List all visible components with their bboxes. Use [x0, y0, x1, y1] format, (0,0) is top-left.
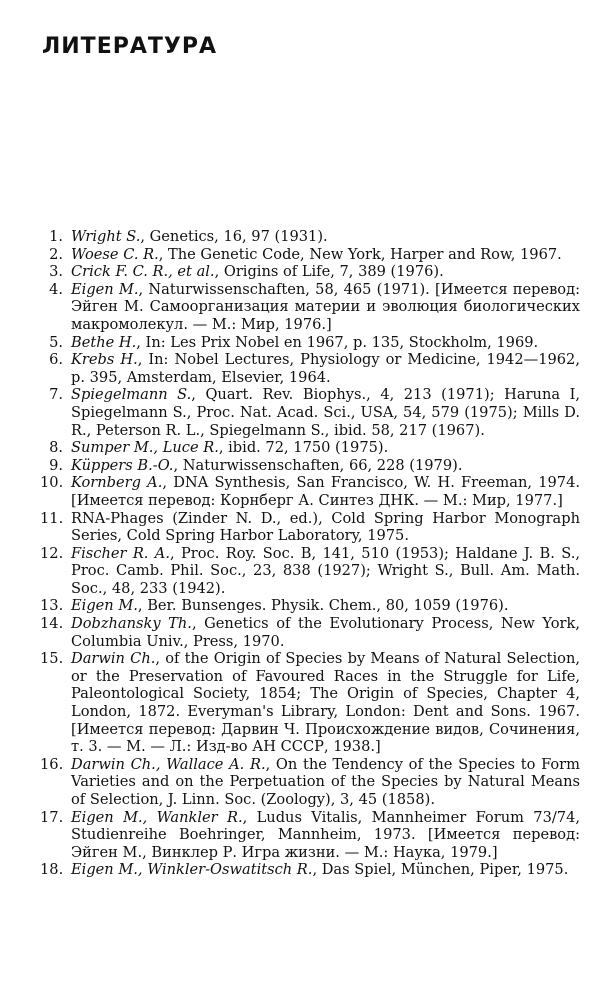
reference-author: Darwin Ch. — [71, 650, 156, 668]
reference-item — [40, 263, 580, 281]
reference-number: 12. — [40, 544, 64, 562]
reference-text: , Genetics of the Evolutionary Process, New York, Columbia Univ., Press, 1970. — [71, 615, 580, 650]
reference-text: , DNA Synthesis, San Francisco, W. H. Freeman, 1974. [Имеется перевод: Корнберг А. Синтез ДНК. — М.: Мир, 1977.] — [71, 474, 580, 509]
reference-text: , The Genetic Code, New York, Harper and Row, 1967. — [158, 245, 562, 263]
reference-text: , Quart. Rev. Biophys., 4, 213 (1971); Haruna I, Spiegelmann S., Proc. Nat. Acad. Sci., USA, 54, 579 (1975); Mills D. R., Peterson R. L., Spiegelmann S., ibid. 58, 217 (1967). — [71, 386, 580, 439]
reference-item — [40, 457, 580, 475]
reference-item — [40, 597, 580, 615]
reference-body — [71, 246, 580, 264]
reference-body — [71, 281, 580, 334]
reference-number: 9. — [49, 456, 63, 474]
reference-number: 3. — [49, 263, 63, 281]
reference-text: , In: Nobel Lectures, Physiology or Medicine, 1942—1962, p. 395, Amsterdam, Elsevier, 1964. — [71, 351, 580, 386]
reference-text: , Das Spiel, München, Piper, 1975. — [312, 861, 569, 879]
reference-number: 14. — [40, 615, 64, 633]
reference-number: 17. — [40, 808, 64, 826]
reference-number: 1. — [49, 228, 63, 245]
reference-author: Darwin Ch., Wallace A. R. — [71, 755, 266, 773]
reference-item — [40, 386, 580, 439]
reference-item — [40, 474, 580, 509]
reference-body — [71, 263, 580, 281]
reference-text: , Genetics, 16, 97 (1931). — [140, 228, 328, 245]
reference-author: Dobzhansky Th. — [71, 615, 192, 633]
reference-author: Küppers B.-O. — [71, 456, 174, 474]
reference-body — [71, 228, 580, 246]
reference-body — [71, 650, 580, 756]
reference-body — [71, 809, 580, 862]
reference-text: , In: Les Prix Nobel en 1967, p. 135, Stockholm, 1969. — [136, 333, 539, 351]
reference-text: , Naturwissenschaften, 66, 228 (1979). — [173, 456, 463, 474]
reference-author: Woese C. R. — [71, 245, 159, 263]
reference-item — [40, 756, 580, 809]
reference-body — [71, 756, 580, 809]
reference-item — [40, 439, 580, 457]
reference-number: 16. — [40, 755, 64, 773]
reference-number: 11. — [40, 509, 64, 527]
reference-body — [71, 457, 580, 475]
reference-item — [40, 228, 580, 246]
reference-text: , Ludus Vitalis, Mannheimer Forum 73/74, Studienreihe Boehringer, Mannheim, 1973. [Имеется перевод: Эйген М., Винклер Р. Игра жизни. — М.: Наука, 1979.] — [71, 808, 580, 861]
reference-text: , Ber. Bunsenges. Physik. Chem., 80, 1059 (1976). — [137, 597, 509, 615]
reference-body — [71, 474, 580, 509]
reference-text: , Origins of Life, 7, 389 (1976). — [214, 263, 444, 281]
reference-number: 10. — [40, 474, 64, 492]
reference-number: 4. — [49, 280, 63, 298]
reference-number: 18. — [40, 861, 64, 879]
reference-author: Sumper M., Luce R. — [71, 439, 219, 457]
reference-author: Fischer R. A. — [71, 544, 170, 562]
reference-text: , of the Origin of Species by Means of Natural Selection, or the Preservation of Favoured Races in the Struggle for Life, Paleontological Society, 1854; The Origin of Species, Chapter 4, London, 1872. Everyman's Library, London: Dent and Sons. 1967. [Имеется перевод: Дарвин Ч. Происхождение видов, Сочинения, т. 3. — М. — Л.: Изд-во АН СССР, 1938.] — [71, 650, 580, 756]
reference-author: Wright S. — [71, 228, 141, 245]
reference-author: Krebs H. — [71, 351, 138, 369]
reference-item — [40, 281, 580, 334]
reference-author: Eigen M., Wankler R. — [71, 808, 243, 826]
reference-item — [40, 510, 580, 545]
reference-author: Bethe H. — [71, 333, 137, 351]
reference-number: 7. — [49, 386, 63, 404]
reference-body — [71, 545, 580, 598]
reference-number: 15. — [40, 650, 64, 668]
reference-item — [40, 246, 580, 264]
reference-body — [71, 334, 580, 352]
reference-text: RNA-Phages (Zinder N. D., ed.), Cold Spring Harbor Monograph Series, Cold Spring Harbor Laboratory, 1975. — [71, 509, 580, 545]
reference-body — [71, 351, 580, 386]
reference-item — [40, 545, 580, 598]
reference-text: , ibid. 72, 1750 (1975). — [218, 439, 389, 457]
reference-body — [71, 510, 580, 545]
reference-body — [71, 597, 580, 615]
reference-author: Spiegelmann S. — [71, 386, 192, 404]
reference-body — [71, 386, 580, 439]
reference-item — [40, 861, 580, 879]
reference-number: 13. — [40, 597, 64, 615]
reference-body — [71, 439, 580, 457]
reference-item — [40, 351, 580, 386]
reference-author: Eigen M., Winkler-Oswatitsch R. — [71, 861, 313, 879]
reference-body — [71, 615, 580, 650]
reference-text: , Proc. Roy. Soc. B, 141, 510 (1953); Haldane J. B. S., Proc. Camb. Phil. Soc., 23, 838 (1927); Wright S., Bull. Am. Math. Soc., 48, 233 (1942). — [71, 544, 580, 597]
reference-author: Eigen M. — [71, 280, 139, 298]
reference-text: , On the Tendency of the Species to Form Varieties and on the Perpetuation of the Species by Natural Means of Selection, J. Linn. Soc. (Zoology), 3, 45 (1858). — [71, 755, 580, 808]
reference-item — [40, 650, 580, 756]
reference-number: 6. — [49, 351, 63, 369]
reference-item — [40, 809, 580, 862]
reference-number: 2. — [49, 245, 63, 263]
reference-body — [71, 861, 580, 879]
reference-text: , Naturwissenschaften, 58, 465 (1971). [Имеется перевод: Эйген М. Самоорганизация материи и эволюция биологических макромолекул. — М.: Мир, 1976.] — [71, 280, 580, 333]
reference-number: 8. — [49, 439, 63, 457]
reference-author: Crick F. C. R., et al. — [71, 263, 215, 281]
reference-list — [40, 228, 580, 879]
page-title: ЛИТЕРАТУРА — [42, 34, 217, 59]
reference-item — [40, 615, 580, 650]
reference-author: Eigen M. — [71, 597, 138, 615]
reference-author: Kornberg A. — [71, 474, 163, 492]
reference-item — [40, 334, 580, 352]
reference-number: 5. — [49, 333, 63, 351]
